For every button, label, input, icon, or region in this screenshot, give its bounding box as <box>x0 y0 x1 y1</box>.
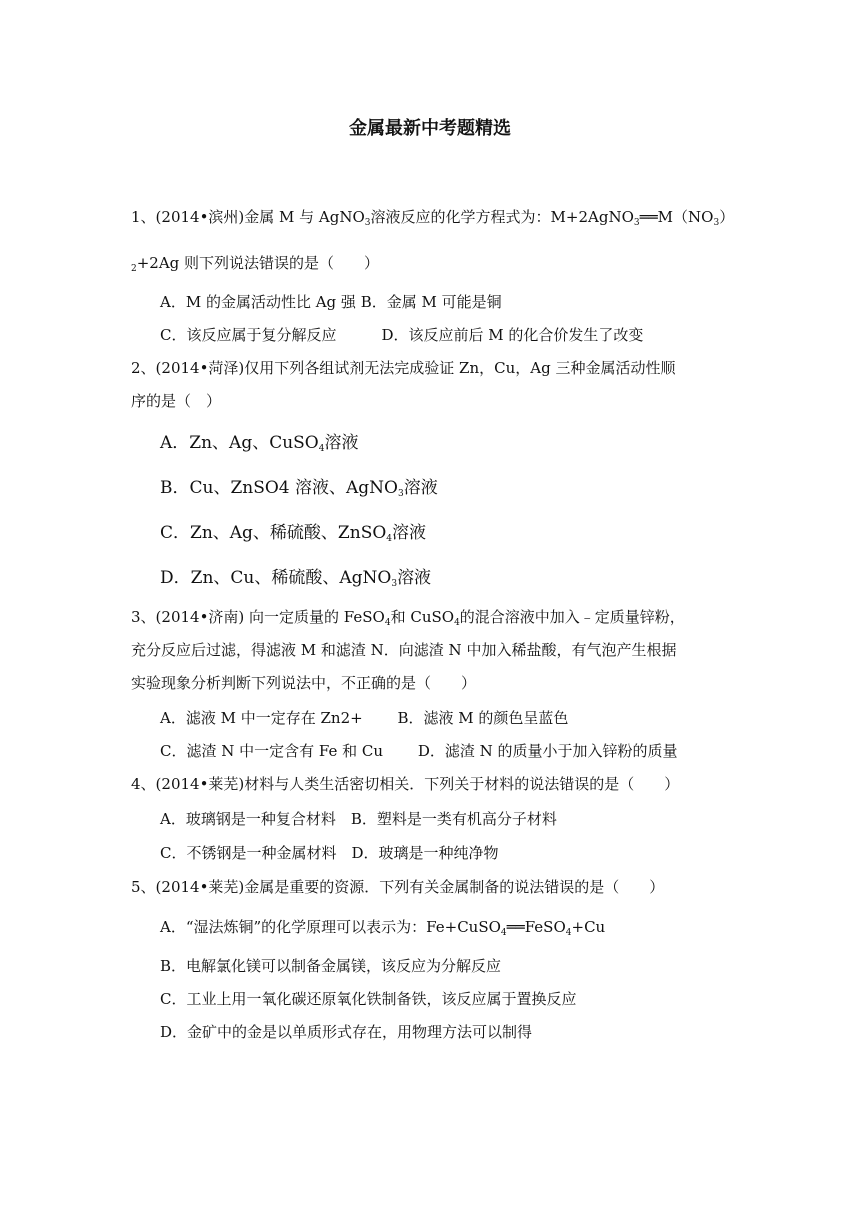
question-3-option-cd: C．滤渣 N 中一定含有 Fe 和 Cu D．滤渣 N 的质量小于加入锌粉的质量 <box>160 742 678 760</box>
question-2-option-b: B．Cu、ZnSO4 溶液、AgNO$_3$溶液 <box>160 478 438 499</box>
question-2-option-a: A．Zn、Ag、CuSO$_4$溶液 <box>160 433 359 454</box>
question-4-option-cd: C．不锈钢是一种金属材料 D．玻璃是一种纯净物 <box>160 844 499 862</box>
question-5-option-d: D．金矿中的金是以单质形式存在，用物理方法可以制得 <box>160 1023 533 1041</box>
question-5-line-1: 5、(2014•莱芜)金属是重要的资源．下列有关金属制备的说法错误的是（ ） <box>131 878 665 896</box>
question-2-option-d: D．Zn、Cu、稀硫酸、AgNO$_3$溶液 <box>160 568 432 589</box>
question-1-line-1: 1、(2014•滨州)金属 M 与 AgNO$_3$溶液反应的化学方程式为：$M+2AgNO_3══M(NO_3)$ <box>131 208 735 228</box>
question-4-option-ab: A．玻璃钢是一种复合材料 B．塑料是一类有机高分子材料 <box>160 810 557 828</box>
question-2-line-2: 序的是（ ） <box>131 392 222 410</box>
question-5-option-a: A．“湿法炼铜”的化学原理可以表示为：Fe+CuSO$_4$══FeSO$_4$+Cu <box>160 918 606 938</box>
question-3-line-3: 实验现象分析判断下列说法中，不正确的是（ ） <box>131 674 477 692</box>
question-3-option-ab: A．滤液 M 中一定存在 Zn2+ B．滤液 M 的颜色呈蓝色 <box>160 709 569 727</box>
question-4-line-1: 4、(2014•莱芜)材料与人类生活密切相关．下列关于材料的说法错误的是（ ） <box>131 775 680 793</box>
question-5-option-b: B．电解氯化镁可以制备金属镁，该反应为分解反应 <box>160 957 502 975</box>
question-3-line-1: 3、(2014•济南) 向一定质量的 FeSO$_4$和 CuSO$_4$的混合溶液中加入﹣定质量锌粉， <box>131 608 685 628</box>
document-title: 金属最新中考题精选 <box>349 118 511 139</box>
question-1-option-cd: C．该反应属于复分解反应 D．该反应前后 M 的化合价发生了改变 <box>160 326 644 344</box>
question-1-line-2: $_2$+2Ag 则下列说法错误的是（ ） <box>131 254 380 274</box>
question-5-option-c: C．工业上用一氧化碳还原氧化铁制备铁，该反应属于置换反应 <box>160 990 577 1008</box>
question-3-line-2: 充分反应后过滤，得滤液 M 和滤渣 N．向滤渣 N 中加入稀盐酸，有气泡产生根据 <box>131 641 677 659</box>
question-2-option-c: C．Zn、Ag、稀硫酸、ZnSO$_4$溶液 <box>160 523 427 544</box>
question-2-line-1: 2、(2014•菏泽)仅用下列各组试剂无法完成验证 Zn，Cu，Ag 三种金属活动性顺 <box>131 359 676 377</box>
question-1-option-ab: A．M 的金属活动性比 Ag 强 B．金属 M 可能是铜 <box>160 293 502 311</box>
